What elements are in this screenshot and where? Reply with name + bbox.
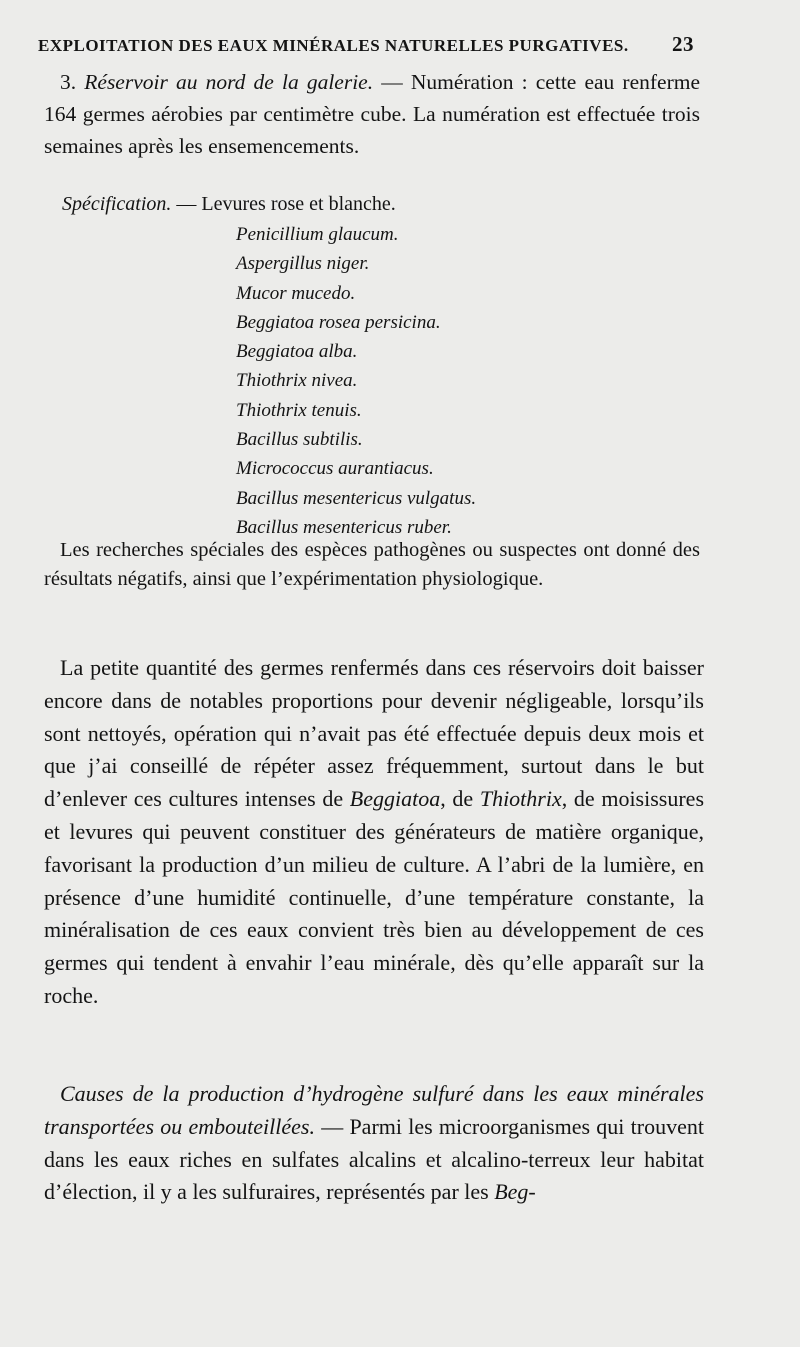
running-header [38, 32, 694, 57]
italic-genus: Thiothrix [479, 786, 562, 812]
list-item: Micrococcus aurantiacus. [236, 458, 434, 480]
page-number: 23 [672, 32, 694, 56]
list-item: Bacillus subtilis. [236, 429, 363, 451]
list-item: Thiothrix tenuis. [236, 399, 362, 421]
list-item: Aspergillus niger. [236, 253, 370, 275]
list-item: Beggiatoa rosea persicina. [236, 311, 441, 333]
reservoir-title: Réservoir au nord de la galerie. [84, 70, 374, 94]
list-item: Bacillus mesentericus vulgatus. [236, 487, 477, 509]
specification-line: Spécification. — Levures rose et blanche. [62, 193, 396, 215]
italic-genus: Beggiatoa [349, 786, 441, 812]
paragraph-reservoir: 3. Réservoir au nord de la galerie. — Numération : cette eau renferme 164 germes aérobies par centimètre cube. La numération est effectuée trois semaines après les ensemencements. [44, 70, 701, 158]
running-title: EXPLOITATION DES EAUX MINÉRALES NATURELLES PURGATIVES. [38, 36, 629, 55]
paragraph-germs: La petite quantité des germes renfermés dans ces réservoirs doit baisser encore dans de notables proportions pour devenir négligeable, lorsqu’ils sont nettoyés, opération qui n’avait pas été effectuée depuis deux mois et que j’ai conseillé de répéter assez fréquemment, surtout dans le but d’enlever ces cultures intenses de Beggiatoa, de Thiothrix, de moisissures et levures qui peuvent constituer des générateurs de matière organique, favorisant la production d’un milieu de culture. A l’abri de la lumière, en présence d’une humidité continuelle, d’une température constante, la minéralisation de ces eaux convient très bien au développement de ces germes qui tendent à envahir l’eau minérale, dès qu’elle apparaît sur la roche. [44, 655, 705, 1008]
list-item: Thiothrix nivea. [236, 370, 358, 392]
specification-label: Spécification. [62, 193, 172, 215]
list-item: Beggiatoa alba. [236, 341, 358, 363]
organism-list [236, 220, 476, 542]
list-item: Mucor mucedo. [236, 282, 356, 304]
paragraph-pathogens: Les recherches spéciales des espèces pathogènes ou suspectes ont donné des résultats négatifs, ainsi que l’expérimentation physiologique. [44, 539, 700, 590]
paragraph-hydrogen-sulfide: Causes de la production d’hydrogène sulfuré dans les eaux minérales transportées ou embouteillées. — Parmi les microorganismes qui trouvent dans les eaux riches en sulfates alcalins et alcalino-terreux leur habitat d’élection, il y a les sulfuraires, représentés par les Beg- [44, 1081, 704, 1205]
list-item: Penicillium glaucum. [236, 224, 399, 245]
section-title: Causes de la production d’hydrogène sulfuré dans les eaux minérales transportées ou embouteillées. [44, 1081, 704, 1139]
list-item: Bacillus mesentericus ruber. [236, 516, 452, 538]
